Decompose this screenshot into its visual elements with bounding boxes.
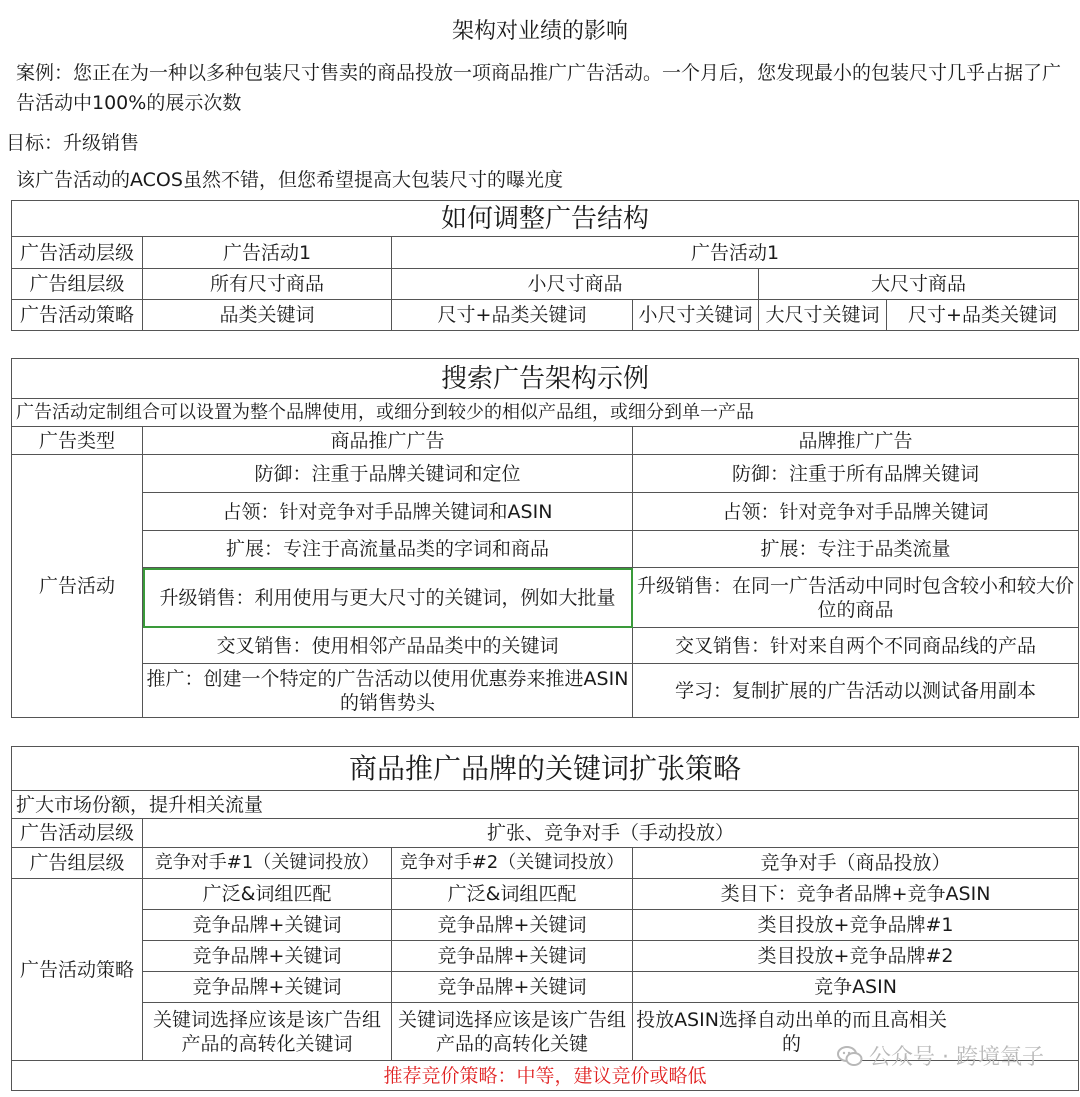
- strategy-cell: 类目下：竞争者品牌+竞争ASIN: [633, 879, 1079, 910]
- sb-cell: 占领：针对竞争对手品牌关键词: [633, 493, 1079, 531]
- sp-cell: 交叉销售：使用相邻产品品类中的关键词: [143, 628, 633, 664]
- sb-cell: 防御：注重于所有品牌关键词: [633, 455, 1079, 493]
- col-sponsored-products: 商品推广广告: [143, 427, 633, 455]
- strategy-cell: 尺寸+品类关键词: [887, 300, 1079, 331]
- ad-type-label: 广告类型: [12, 427, 143, 455]
- watermark: [837, 1040, 1044, 1071]
- strategy-cell: 竞争品牌+关键词: [143, 941, 392, 972]
- sp-cell: 防御：注重于品牌关键词和定位: [143, 455, 633, 493]
- sp-cell: 推广：创建一个特定的广告活动以使用优惠券来推进ASIN的销售势头: [143, 664, 633, 718]
- row-label-group: 广告组层级: [12, 269, 143, 300]
- campaign-a: 广告活动1: [143, 237, 392, 269]
- strategy-cell: 关键词选择应该是该广告组产品的高转化关键词: [143, 1003, 392, 1061]
- acos-text: 该广告活动的ACOS虽然不错，但您希望提高大包装尺寸的曝光度: [16, 169, 563, 191]
- row-label-campaign: 广告活动层级: [12, 819, 143, 848]
- keyword-table-note: 扩大市场份额，提升相关流量: [12, 791, 1079, 819]
- strategy-cell: 品类关键词: [143, 300, 392, 331]
- sp-cell: 占领：针对竞争对手品牌关键词和ASIN: [143, 493, 633, 531]
- search-ad-table-header: 搜索广告架构示例: [12, 359, 1079, 399]
- row-label-strategy: 广告活动策略: [12, 879, 143, 1061]
- campaign-value: 扩张、竞争对手（手动投放）: [143, 819, 1079, 848]
- strategy-cell: 大尺寸关键词: [759, 300, 887, 331]
- case-text: 案例：您正在为一种以多种包装尺寸售卖的商品投放一项商品推广广告活动。一个月后，您发现最小的包装尺寸几乎占据了广告活动中100%的展示次数: [16, 62, 1062, 114]
- bid-strategy-footer: 推荐竞价策略：中等，建议竞价或略低: [12, 1061, 1079, 1091]
- strategy-cell: 竞争ASIN: [633, 972, 1079, 1003]
- row-label-campaign: 广告活动层级: [12, 237, 143, 269]
- sb-cell: 学习：复制扩展的广告活动以测试备用副本: [633, 664, 1079, 718]
- structure-table-header: 如何调整广告结构: [12, 201, 1079, 237]
- keyword-table-header: 商品推广品牌的关键词扩张策略: [12, 747, 1079, 791]
- sb-cell: 扩展：专注于品类流量: [633, 531, 1079, 568]
- search-ad-structure-table: [11, 358, 1079, 718]
- strategy-cell: 竞争品牌+关键词: [143, 910, 392, 941]
- strategy-cell: 类目投放+竞争品牌#1: [633, 910, 1079, 941]
- row-label-group: 广告组层级: [12, 848, 143, 879]
- wechat-icon: [837, 1045, 863, 1067]
- ad-activity-label: 广告活动: [12, 455, 143, 718]
- group-competitor-product: 竞争对手（商品投放）: [633, 848, 1079, 879]
- strategy-cell: 竞争品牌+关键词: [392, 910, 633, 941]
- group-small: 小尺寸商品: [392, 269, 759, 300]
- strategy-cell: 投放ASIN选择自动出单的而且高相关的: [633, 1003, 1079, 1061]
- watermark-text: 公众号 · 跨境氧子: [869, 1045, 1044, 1070]
- strategy-cell: 尺寸+品类关键词: [392, 300, 633, 331]
- row-label-strategy: 广告活动策略: [12, 300, 143, 331]
- group-all-sizes: 所有尺寸商品: [143, 269, 392, 300]
- campaign-b: 广告活动1: [392, 237, 1079, 269]
- col-sponsored-brands: 品牌推广广告: [633, 427, 1079, 455]
- search-ad-note: 广告活动定制组合可以设置为整个品牌使用，或细分到较少的相似产品组，或细分到单一产品: [12, 399, 1079, 427]
- sb-cell: 交叉销售：针对来自两个不同商品线的产品: [633, 628, 1079, 664]
- strategy-cell: 竞争品牌+关键词: [143, 972, 392, 1003]
- strategy-cell: 关键词选择应该是该广告组产品的高转化关键: [392, 1003, 633, 1061]
- strategy-cell: 竞争品牌+关键词: [392, 972, 633, 1003]
- group-large: 大尺寸商品: [759, 269, 1079, 300]
- group-competitor-2: 竞争对手#2（关键词投放）: [392, 848, 633, 879]
- strategy-cell: 广泛&词组匹配: [143, 879, 392, 910]
- sp-cell-upsell-highlighted: 升级销售：利用使用与更大尺寸的关键词，例如大批量: [143, 568, 633, 628]
- strategy-cell: 小尺寸关键词: [633, 300, 759, 331]
- page-title: 架构对业绩的影响: [451, 19, 628, 44]
- strategy-cell: 类目投放+竞争品牌#2: [633, 941, 1079, 972]
- strategy-cell: 竞争品牌+关键词: [392, 941, 633, 972]
- sb-cell: 升级销售：在同一广告活动中同时包含较小和较大价位的商品: [633, 568, 1079, 628]
- goal-text: 目标：升级销售: [6, 132, 140, 154]
- group-competitor-1: 竞争对手#1（关键词投放）: [143, 848, 392, 879]
- structure-table: [11, 200, 1079, 331]
- sp-cell: 扩展：专注于高流量品类的字词和商品: [143, 531, 633, 568]
- strategy-cell: 广泛&词组匹配: [392, 879, 633, 910]
